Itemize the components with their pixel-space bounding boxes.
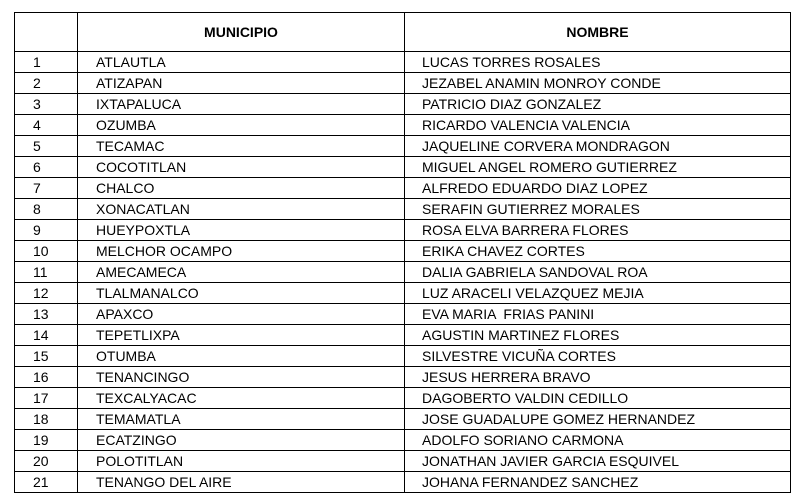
table-row [15, 409, 791, 430]
municipio-cell: TEXCALYACAC [78, 388, 405, 409]
municipio-cell: COCOTITLAN [78, 157, 405, 178]
municipio-cell: ECATZINGO [78, 430, 405, 451]
nombre-cell: LUCAS TORRES ROSALES [405, 52, 791, 73]
table-row [15, 388, 791, 409]
row-number-cell: 17 [15, 388, 78, 409]
nombre-cell: LUZ ARACELI VELAZQUEZ MEJIA [405, 283, 791, 304]
header-nombre: NOMBRE [405, 13, 791, 52]
row-number-cell: 12 [15, 283, 78, 304]
row-number-cell: 1 [15, 52, 78, 73]
municipio-cell: AMECAMECA [78, 262, 405, 283]
nombre-cell: ADOLFO SORIANO CARMONA [405, 430, 791, 451]
nombre-cell: ERIKA CHAVEZ CORTES [405, 241, 791, 262]
municipio-cell: OTUMBA [78, 346, 405, 367]
municipio-cell: APAXCO [78, 304, 405, 325]
nombre-cell: JOSE GUADALUPE GOMEZ HERNANDEZ [405, 409, 791, 430]
nombre-cell: JAQUELINE CORVERA MONDRAGON [405, 136, 791, 157]
table-row [15, 346, 791, 367]
municipio-cell: TECAMAC [78, 136, 405, 157]
row-number-cell: 4 [15, 115, 78, 136]
nombre-cell: JONATHAN JAVIER GARCIA ESQUIVEL [405, 451, 791, 472]
table-row [15, 220, 791, 241]
nombre-cell: ROSA ELVA BARRERA FLORES [405, 220, 791, 241]
row-number-cell: 19 [15, 430, 78, 451]
row-number-cell: 18 [15, 409, 78, 430]
nombre-cell: MIGUEL ANGEL ROMERO GUTIERREZ [405, 157, 791, 178]
table-row [15, 241, 791, 262]
row-number-cell: 20 [15, 451, 78, 472]
municipio-cell: TEPETLIXPA [78, 325, 405, 346]
municipio-cell: TENANCINGO [78, 367, 405, 388]
table-row [15, 178, 791, 199]
row-number-cell: 6 [15, 157, 78, 178]
nombre-cell: PATRICIO DIAZ GONZALEZ [405, 94, 791, 115]
table-row [15, 472, 791, 493]
table-row [15, 430, 791, 451]
nombre-cell: JESUS HERRERA BRAVO [405, 367, 791, 388]
municipio-cell: TEMAMATLA [78, 409, 405, 430]
nombre-cell: SERAFIN GUTIERREZ MORALES [405, 199, 791, 220]
nombre-cell: RICARDO VALENCIA VALENCIA [405, 115, 791, 136]
nombre-cell: JEZABEL ANAMIN MONROY CONDE [405, 73, 791, 94]
row-number-cell: 9 [15, 220, 78, 241]
municipio-nombre-table [14, 12, 791, 493]
row-number-cell: 3 [15, 94, 78, 115]
municipio-cell: MELCHOR OCAMPO [78, 241, 405, 262]
nombre-cell: DALIA GABRIELA SANDOVAL ROA [405, 262, 791, 283]
row-number-cell: 14 [15, 325, 78, 346]
nombre-cell: AGUSTIN MARTINEZ FLORES [405, 325, 791, 346]
nombre-cell: EVA MARIA FRIAS PANINI [405, 304, 791, 325]
nombre-cell: DAGOBERTO VALDIN CEDILLO [405, 388, 791, 409]
table-row [15, 136, 791, 157]
table-row [15, 52, 791, 73]
table-row [15, 283, 791, 304]
municipio-cell: TLALMANALCO [78, 283, 405, 304]
row-number-cell: 15 [15, 346, 78, 367]
header-number [15, 13, 78, 52]
municipio-cell: OZUMBA [78, 115, 405, 136]
table-row [15, 115, 791, 136]
nombre-cell: SILVESTRE VICUÑA CORTES [405, 346, 791, 367]
municipio-cell: ATIZAPAN [78, 73, 405, 94]
row-number-cell: 16 [15, 367, 78, 388]
table-body [15, 52, 791, 493]
row-number-cell: 2 [15, 73, 78, 94]
municipio-cell: HUEYPOXTLA [78, 220, 405, 241]
nombre-cell: JOHANA FERNANDEZ SANCHEZ [405, 472, 791, 493]
header-row [15, 13, 791, 52]
table-row [15, 262, 791, 283]
table-row [15, 73, 791, 94]
municipio-cell: XONACATLAN [78, 199, 405, 220]
row-number-cell: 7 [15, 178, 78, 199]
row-number-cell: 8 [15, 199, 78, 220]
row-number-cell: 11 [15, 262, 78, 283]
municipio-cell: IXTAPALUCA [78, 94, 405, 115]
table-row [15, 325, 791, 346]
municipio-cell: TENANGO DEL AIRE [78, 472, 405, 493]
row-number-cell: 13 [15, 304, 78, 325]
table-row [15, 94, 791, 115]
table-header [15, 13, 791, 52]
municipio-cell: CHALCO [78, 178, 405, 199]
municipio-cell: POLOTITLAN [78, 451, 405, 472]
table-row [15, 367, 791, 388]
table-row [15, 304, 791, 325]
table-row [15, 157, 791, 178]
row-number-cell: 5 [15, 136, 78, 157]
table-row [15, 199, 791, 220]
table-row [15, 451, 791, 472]
header-municipio: MUNICIPIO [78, 13, 405, 52]
row-number-cell: 21 [15, 472, 78, 493]
municipio-cell: ATLAUTLA [78, 52, 405, 73]
nombre-cell: ALFREDO EDUARDO DIAZ LOPEZ [405, 178, 791, 199]
row-number-cell: 10 [15, 241, 78, 262]
